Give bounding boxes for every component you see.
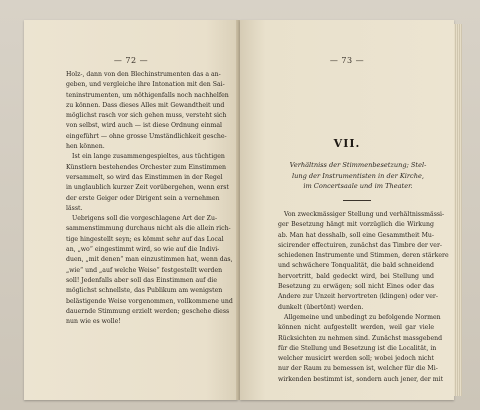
text-line: welcher musicirt werden soll; wobei jedoch nicht: [278, 355, 434, 363]
text-line: sicirender effectuiren, zunächst das Timbre der ver-: [278, 241, 442, 249]
text-line: lässt.: [66, 204, 83, 212]
text-line: tige hingestellt seyn; es kömmt sehr auf das Local: [66, 235, 224, 243]
right-page-text: [278, 210, 449, 385]
chapter-title: [278, 160, 438, 192]
text-line: schiedenen Instrumente und Stimmen, deren stärkere: [278, 252, 449, 260]
page-number-left: — 72 —: [113, 56, 149, 65]
right-page: [240, 20, 454, 400]
text-line: in unglaublich kurzer Zeit vorübergehen, wenn erst: [66, 184, 229, 192]
text-line: hervortritt, bald gedeckt wird, bei Stellung und: [278, 272, 434, 280]
text-line: nur der Raum zu bemessen ist, welcher für die Mi-: [278, 365, 438, 373]
text-line: teninstrumenten, um nöthigenfalls noch nachhelfen: [66, 91, 229, 99]
text-line: duen, „mit denen“ man einzustimmen hat, wenn das,: [66, 256, 233, 264]
chapter-divider-rule: [343, 200, 371, 201]
text-line: ab. Man hat desshalb, soll eine Gesammtheit Mu-: [278, 231, 434, 239]
chapter-title-line: im Concertsaale und im Theater.: [303, 182, 413, 190]
text-line: möglichst rasch vor sich gehen muss, versteht sich: [66, 112, 227, 120]
text-line: dauernde Stimmung erzielt werden; geschehe diess: [66, 307, 230, 315]
text-line: dunkelt (übertönt) werden.: [278, 303, 364, 311]
text-line: „wie“ und „auf welche Weise“ festgestellt werden: [66, 266, 223, 274]
text-line: Rücksichten zu nehmen sind. Zunächst massgebend: [278, 334, 443, 342]
text-line: von selbst, wird auch — ist diese Ordnung einmal: [66, 122, 222, 130]
text-line: ger Besetzung hängt mit vorzüglich die Wirkung: [278, 221, 434, 229]
text-line: nun wie es wolle!: [66, 318, 121, 326]
text-line: Andere zur Unzeit hervortreten (klingen) oder ver-: [278, 293, 438, 301]
text-line: der erste Geiger oder Dirigent sein a vernehmen: [66, 194, 220, 202]
open-book: [24, 20, 460, 400]
chapter-number: VII.: [333, 137, 361, 150]
chapter-title-line: lung der Instrumentisten in der Kirche,: [292, 171, 424, 180]
text-line: und schwächere Tonqualität, die bald schneidend: [278, 262, 434, 270]
text-line: Künstlern bestehendes Orchester zum Einstimmen: [66, 163, 226, 171]
text-line: Holz-, dann von den Blechinstrumenten das a an-: [66, 71, 221, 78]
text-line: Allgemeine und unbedingt zu befolgende Normen: [284, 313, 441, 321]
text-line: Von zweckmässiger Stellung und verhältnissmässi-: [284, 211, 445, 218]
text-line: Besetzung zu erwägen; soll nicht Eines oder das: [278, 283, 434, 291]
text-line: eingeführt — ohne grosse Umständlichkeit gesche-: [66, 132, 227, 140]
text-line: hen können.: [66, 143, 105, 151]
chapter-title-line: Verhältniss der Stimmenbesetzung; Stel-: [289, 161, 427, 169]
page-number-right: — 73 —: [329, 56, 365, 65]
text-line: zu können. Dass dieses Alles mit Gewandtheit und: [66, 101, 225, 109]
left-page-text: [66, 70, 233, 327]
text-line: soll! Jedenfalls aber soll das Einstimmen auf die: [66, 276, 217, 284]
text-line: möglichst schnellste, das Publikum am wenigsten: [66, 287, 223, 295]
text-line: versammelt, so wird das Einstimmen in der Regel: [66, 173, 223, 181]
text-line: belästigende Weise vorgenommen, vollkommene und: [66, 297, 233, 305]
page-fore-edge: [454, 24, 462, 396]
text-line: geben, und vergleiche ihre Intonation mit den Sai-: [66, 81, 225, 89]
text-line: wirkenden bestimmt ist, sondern auch jener, der mit: [278, 375, 444, 383]
text-line: für die Stellung und Besetzung ist die Localität, in: [278, 344, 437, 352]
left-page: [24, 20, 238, 400]
text-line: können nicht aufgestellt werden, weil gar viele: [278, 324, 434, 332]
text-line: sammenstimmung durchaus nicht als die allein rich-: [66, 225, 231, 233]
text-line: Ist ein lange zusammengespieltes, aus tüchtigen: [72, 153, 225, 161]
text-line: Uebrigens soll die vorgeschlagene Art der Zu-: [72, 215, 218, 223]
text-line: an, „wo“ eingestimmt wird, so wie auf die Indivi-: [66, 246, 220, 254]
